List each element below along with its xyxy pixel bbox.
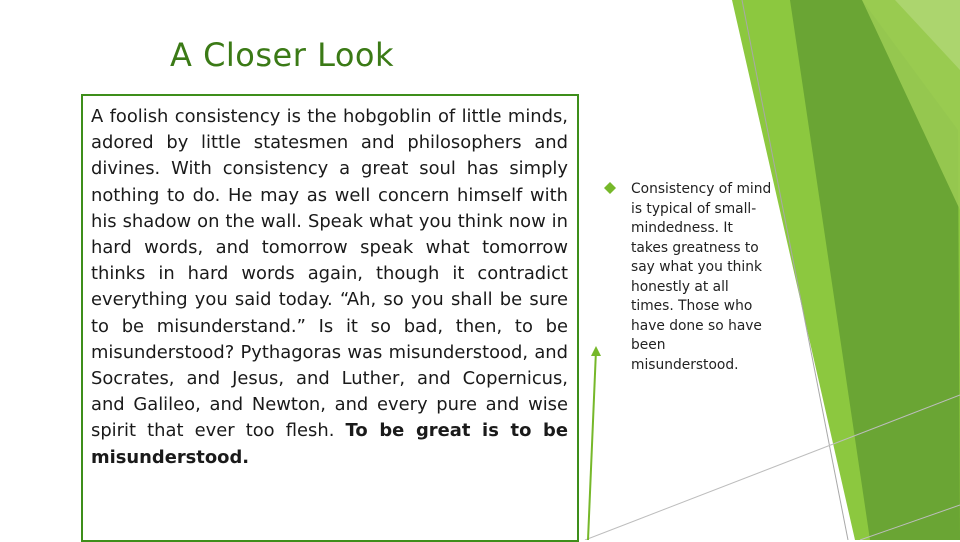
- deco-arrow-line: [588, 350, 596, 540]
- quote-emphasis: To be great is to be misunderstood.: [91, 420, 568, 468]
- deco-arrow-head: [591, 346, 601, 356]
- quote-paragraph: [91, 104, 568, 471]
- diamond-bullet-icon: [604, 182, 616, 194]
- quote-text: A foolish consistency is the hobgoblin of little minds, adored by little statesmen and philosophers and divines. With consistency a great soul has simply nothing to do. He may as well concern himself with his shadow on the wall. Speak what you think now in hard words, and tomorrow speak what tomorrow thinks in hard words again, though it contradict everything you said today. “Ah, so you shall be sure to be misunderstand.” Is it so bad, then, to be misunderstood? Pythagoras was misunderstood, and Socrates, and Jesus, and Luther, and Copernicus, and Galileo, and Newton, and every pure and wise spirit that ever too flesh.: [91, 106, 568, 442]
- slide-title: A Closer Look: [170, 36, 395, 74]
- quote-box: [81, 94, 579, 542]
- bullet-point: [604, 180, 774, 375]
- bullet-text: Consistency of mind is typical of small-mindedness. It takes greatness to say what you think honestly at all times. Those who have done so have been misunderstood.: [631, 181, 772, 373]
